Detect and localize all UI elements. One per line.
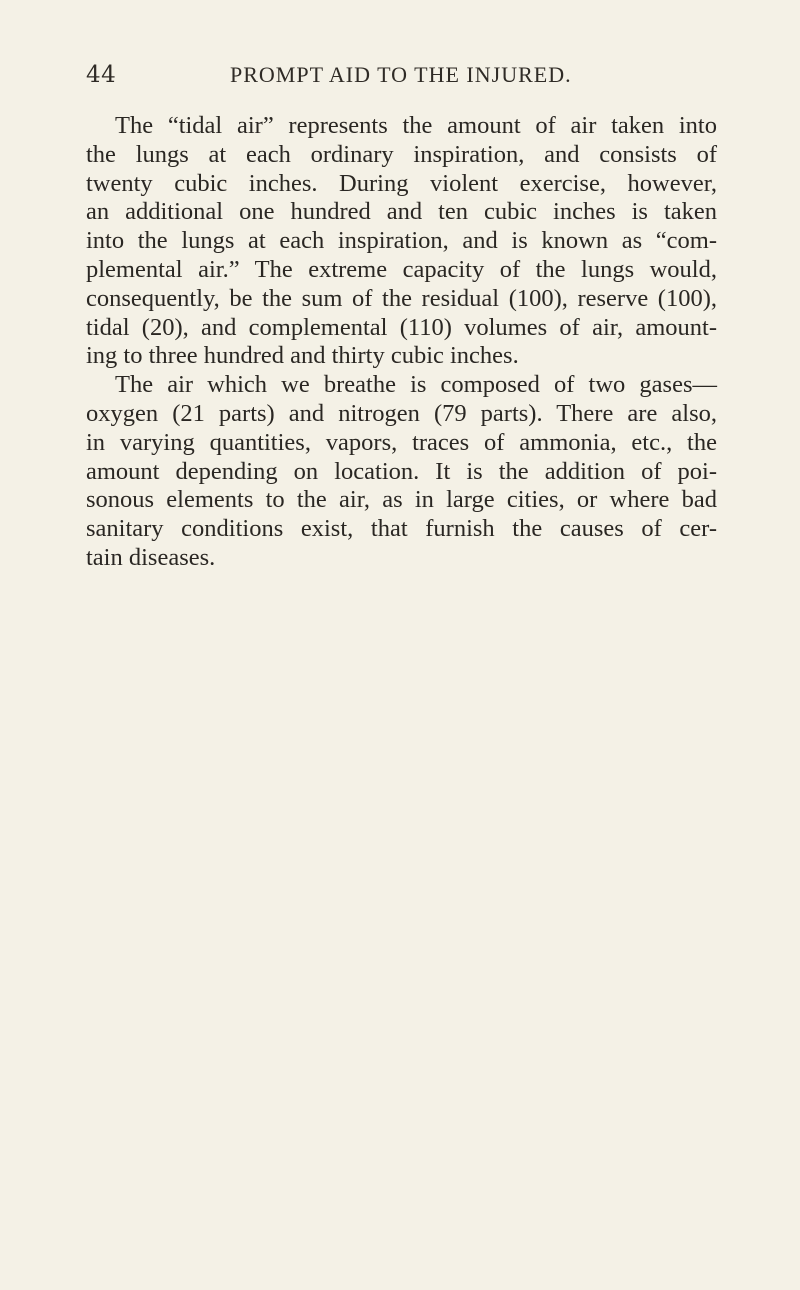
- page-header: [86, 62, 714, 92]
- text-line: sanitary conditions exist, that furnish the causes of cer-: [86, 515, 717, 543]
- text-line: tidal (20), and complemental (110) volumes of air, amount-: [86, 313, 717, 341]
- text-line: twenty cubic inches. During violent exercise, however,: [86, 169, 717, 197]
- body-text: [86, 112, 717, 573]
- text-line: the lungs at each ordinary inspiration, and consists of: [86, 140, 717, 168]
- text-line: amount depending on location. It is the addition of poi-: [86, 457, 717, 485]
- page-number: 44: [86, 62, 117, 88]
- text-line: into the lungs at each inspiration, and is known as “com-: [86, 227, 717, 255]
- text-line: consequently, be the sum of the residual (100), reserve (100),: [86, 284, 717, 312]
- text-line: in varying quantities, vapors, traces of ammonia, etc., the: [86, 428, 717, 456]
- running-head: PROMPT AID TO THE INJURED.: [230, 62, 572, 87]
- text-line: tain diseases.: [86, 543, 216, 571]
- text-line: ing to three hundred and thirty cubic inches.: [86, 342, 519, 370]
- text-line: The “tidal air” represents the amount of air taken into: [115, 112, 717, 139]
- text-line: sonous elements to the air, as in large cities, or where bad: [86, 486, 717, 514]
- text-line: oxygen (21 parts) and nitrogen (79 parts). There are also,: [86, 399, 717, 427]
- text-line: an additional one hundred and ten cubic inches is taken: [86, 198, 717, 226]
- paragraph-2: [86, 371, 717, 573]
- text-line: plemental air.” The extreme capacity of the lungs would,: [86, 255, 717, 283]
- paragraph-1: [86, 112, 717, 371]
- text-line: The air which we breathe is composed of two gases—: [115, 371, 717, 399]
